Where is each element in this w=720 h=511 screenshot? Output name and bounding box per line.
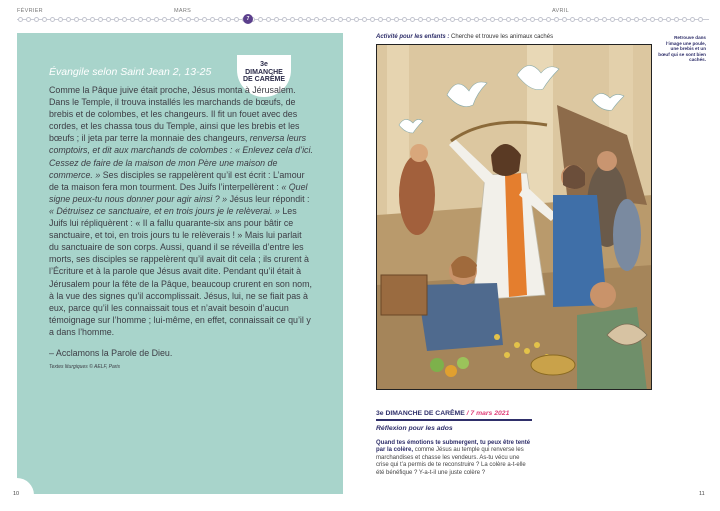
timeline-day-tick [610,17,615,22]
timeline-day-tick [402,17,407,22]
timeline-day-tick [338,17,343,22]
timeline-day-tick [202,17,207,22]
timeline-day-tick [234,17,239,22]
timeline-day-tick [114,17,119,22]
badge-line-careme: DE CARÊME [242,76,285,83]
timeline-day-tick [82,17,87,22]
gospel-text [49,84,313,338]
timeline-day-tick [618,17,623,22]
timeline-day-tick [370,17,375,22]
gospel-segment: Ses disciples se rappelèrent qu’il est écrit : L’amour de ta maison fera mon tourment. Des Juifs l’interpellèrent : [49,169,305,192]
teen-reflection-date: / 7 mars 2021 [466,410,510,417]
kids-activity [376,34,553,40]
timeline-day-tick [314,17,319,22]
hidden-animals-hint: Retrouve dans l’image une poule, une brebis et un bœuf qui se sont bien cachés. [658,35,706,63]
timeline-day-tick [586,17,591,22]
timeline-day-tick [354,17,359,22]
timeline-month-april: AVRIL [552,8,569,14]
teen-reflection-bold: Quand tes émotions te submergent, tu peux être tenté par la colère, [376,439,531,454]
timeline-day-tick [554,17,559,22]
timeline-day-tick [538,17,543,22]
merchant-figure [613,199,641,271]
timeline-day-tick [26,17,31,22]
timeline-day-tick [602,17,607,22]
gospel-reading [49,66,313,370]
timeline-day-tick [458,17,463,22]
timeline-day-tick [322,17,327,22]
timeline-day-tick [178,17,183,22]
gospel-segment: Les Juifs lui répliquèrent : « Il a fallu quarante-six ans pour bâtir ce sanctuaire, et toi, en trois jours tu le relèverais ! » Mais lui parlait du sanctuaire de son corps. Aussi, quand il se réveilla d’entre les morts, ses disciples se rappelèrent qu’il avait dit cela ; ils crurent à l’Écriture et à la parole que Jésus avait dite. Pendant qu’il était à Jérusalem pour la fête de la Pâque, beaucoup crurent en son nom, à la vue des signes qu’il accomplissait. Jésus, lui, ne se fiait pas à eux, parce qu’il les connaissait tous et n’avait besoin d’aucun témoignage sur l’homme ; lui-même, en effet, connaissait ce qu’il y a dans l’homme. [49,205,312,337]
timeline-day-tick [66,17,71,22]
timeline-day-tick [226,17,231,22]
timeline-day-tick [218,17,223,22]
timeline-day-tick [138,17,143,22]
timeline-day-tick [362,17,367,22]
timeline-day-tick [498,17,503,22]
timeline-day-tick [434,17,439,22]
timeline-day-tick [522,17,527,22]
teen-reflection-text [376,440,532,478]
timeline-day-tick [258,17,263,22]
timeline-ticks [18,17,708,22]
timeline-day-tick [394,17,399,22]
gospel-segment: Comme la Pâque juive était proche, Jésus monta à Jérusalem. Dans le Temple, il trouva installés les marchands de bœufs, de brebis et de colombes, et les changeurs. Il fit un fouet avec des cordes, et les chassa tous du Temple, ainsi que les brebis et les bœufs ; il jeta par terre la monnaie des changeurs, [49,85,300,144]
timeline-day-tick [74,17,79,22]
timeline-day-tick [634,17,639,22]
timeline-day-tick [578,17,583,22]
timeline-day-tick [98,17,103,22]
acclamation: – Acclamons la Parole de Dieu. [49,347,173,358]
timeline-day-tick [658,17,663,22]
timeline-day-tick [34,17,39,22]
timeline-day-tick [210,17,215,22]
teen-reflection-body: comme Jésus au temple qui renverse les marchandises et chasse les vendeurs. As-tu vécu une crise qui t’a permis de te reconstruire ? La colère a-t-elle été bénéfique ? Y-a-t-il une juste colère ? [376,447,526,476]
timeline-day-tick [330,17,335,22]
timeline-day-tick [442,17,447,22]
timeline-day-tick [170,17,175,22]
timeline-day-tick [650,17,655,22]
timeline-day-tick [18,17,23,22]
timeline-day-tick [690,17,695,22]
timeline-day-tick [450,17,455,22]
page-number-left: 10 [13,491,20,497]
timeline-day-tick [274,17,279,22]
timeline-month-march: MARS [174,8,192,14]
activity-label: Activité pour les enfants : [376,34,450,40]
timeline-day-tick [466,17,471,22]
timeline-day-tick [58,17,63,22]
timeline-day-tick [194,17,199,22]
heading-rule [376,419,532,421]
timeline-day-tick [682,17,687,22]
timeline-day-tick [666,17,671,22]
timeline-month-february: FÉVRIER [17,8,43,14]
timeline-day-tick [674,17,679,22]
timeline-day-tick [50,17,55,22]
basket [531,355,575,375]
timeline-day-tick [594,17,599,22]
gospel-segment-italic: « Quel signe peux-tu nous donner pour agir ainsi ? » [49,181,308,204]
activity-text: Cherche et trouve les animaux cachés [449,34,554,40]
timeline-day-tick [346,17,351,22]
page-number-right: 11 [699,491,705,497]
timeline-day-tick [298,17,303,22]
liturgical-credits: Textes liturgiques © AELF, Paris [49,363,121,370]
teen-reflection-title: 3e DIMANCHE DE CARÊME [376,410,465,417]
timeline-day-tick [490,17,495,22]
timeline-day-tick [162,17,167,22]
timeline-day-tick [418,17,423,22]
timeline-day-tick [626,17,631,22]
timeline-day-tick [570,17,575,22]
timeline-day-tick [530,17,535,22]
timeline-day-tick [42,17,47,22]
timeline-day-tick [186,17,191,22]
timeline-day-tick [474,17,479,22]
timeline-day-tick [378,17,383,22]
teen-reflection-box [376,410,532,477]
timeline-day-tick [514,17,519,22]
timeline-day-tick [282,17,287,22]
timeline-day-tick [546,17,551,22]
timeline-day-tick [410,17,415,22]
timeline-day-tick [642,17,647,22]
gospel-segment-italic: renversa leurs comptoirs, et dit aux marchands de colombes : « Enlevez cela d’ici. Cessez de faire de la maison de mon Père une maison de commerce. » [49,133,313,180]
timeline-day-tick [90,17,95,22]
badge-line-dimanche: DIMANCHE [245,68,283,76]
timeline-day-tick [426,17,431,22]
illustration-svg [377,45,652,390]
timeline-day-tick [122,17,127,22]
timeline-current-marker: 7 [243,14,253,24]
timeline-day-tick [154,17,159,22]
teen-reflection-subtitle: Réflexion pour les ados [376,424,453,432]
gospel-segment-italic: « Détruisez ce sanctuaire, et en trois jours je le relèverai. » [49,205,280,216]
timeline-day-tick [290,17,295,22]
liturgical-timeline [0,0,720,30]
timeline-day-tick [130,17,135,22]
temple-cleansing-illustration [376,44,652,390]
timeline-day-tick [506,17,511,22]
gospel-title: Évangile selon Saint Jean 2, 13-25 [49,66,212,78]
gospel-segment: Jésus leur répondit : [227,193,310,204]
timeline-day-tick [106,17,111,22]
merchant-figure [399,155,435,235]
timeline-day-tick [698,17,703,22]
timeline-day-tick [306,17,311,22]
overturned-crate [381,275,427,315]
timeline-day-tick [266,17,271,22]
timeline-day-tick [482,17,487,22]
badge-ordinal: 3e [260,61,268,68]
teen-reflection-heading [376,410,532,417]
timeline-day-tick [562,17,567,22]
timeline-day-tick [146,17,151,22]
timeline-day-tick [386,17,391,22]
